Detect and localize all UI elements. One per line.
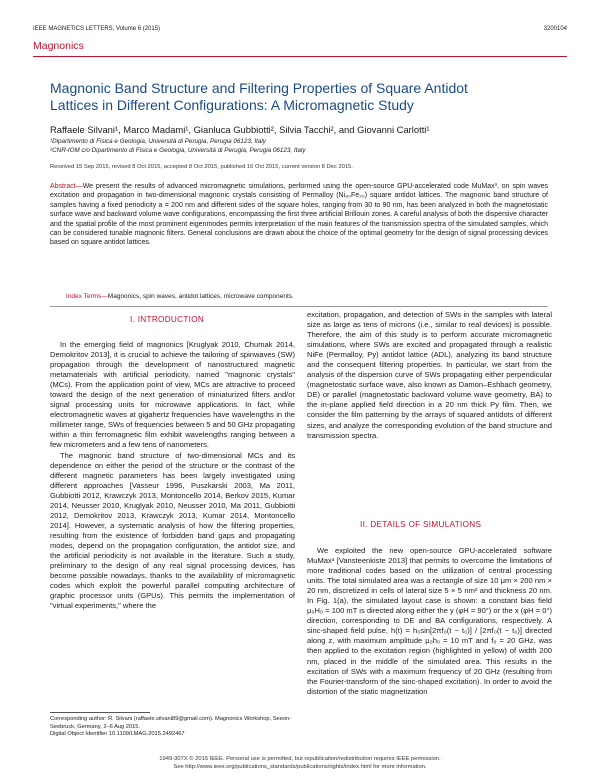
simulations-paragraph-1: We exploited the new open-source GPU-accelerated software MuMax³ [Vansteenkiste 2013] that permits to overcome the limitations of more traditional codes based on the utilization of central processing units. The total simulated area was a rectangle of size 10 μm × 200 nm × 20 nm, discretized in cells of lateral size 5 × 5 nm² and thickness 20 nm. In Fig. 1(a), the simulated layout case is shown: a constant bias field μ₀H₀ = 100 mT is directed along either the y (φH = 90°) or the x (φH = 0°) direction, corresponding to DE and BA configurations, respectively. A sinc-shaped field pulse, h(t) = h₀sin[2πf₀(t − t₀)] / [2πf₀(t − t₀)] directed along z, with maximum amplitude μ₀h₀ = 10 mT and f₀ = 20 GHz, was then applied to the excitation region (highlighted in yellow) of width 200 nm, placed in the middle of the simulated area. This results in the excitation of SWs with a maximum frequency of 20 GHz (resulting from the Fourier-transform of the sinc-shaped excitation). In order to avoid the distortion of the static magnetization — [307, 546, 552, 696]
footer-rights-link[interactable]: See http://www.ieee.org/publications_standards/publications/rights/index.html for more information. — [173, 763, 427, 770]
intro-paragraph-1: In the emerging field of magnonics [Kruglyak 2010, Chumak 2014, Demokritov 2013], it is crucial to achieve the tailoring of spinwaves (SW) propagation through the development of nanostructured magnetic metamaterials with artificial periodicity, named "magnonic crystals" (MCs). From the application point of view, MCs are attractive to proceed toward the design of the next generation of miniaturized filters and/or signal processing units for microwave applications. In fact, while electromagnetic waves at gigahertz frequencies have wavelengths in the millimeter range, SWs of frequencies between 5 and 50 GHz propagating within a thin ferromagnetic film exhibit wavelengths ranging between a few micrometers and a few tens of nanometers. — [50, 340, 295, 450]
intro-paragraph-3: excitation, propagation, and detection of SWs in the samples with lateral size as large as tens of microns (i.e., similar to real devices) is possible. Therefore, the aim of this study is to perform accurate micromagnetic simulations, where SWs are excited and propagated through a realistic NiFe (Permalloy, Py) antidot lattice (ADL), analyzing its band structure and the consequent filtering properties. In particular, we start from the analysis of the dispersion curve of SWs propagating either perpendicular (magnetostatic surface wave, also known as Damon–Eshbach geometry, DE) or parallel (magnetostatic backward volume wave geometry, BA) to the in-plane applied field direction in a 20 nm thick Py film. Then, we consider the film patterning by the arrays of squared antidots of different sizes, and analyze the corresponding evolution of the band structure and transmission spectra. — [307, 310, 552, 440]
received-dates: Received 15 Sep 2015, revised 8 Oct 2015, accepted 8 Oct 2015, published 16 Oct 2015, current version 8 Dec 2015. — [50, 164, 353, 170]
author-list: Raffaele Silvani¹, Marco Madami¹, Gianluca Gubbiotti², Silvia Tacchi², and Giovanni Carlotti¹ — [50, 124, 430, 135]
section-heading-simulations: II. DETAILS OF SIMULATIONS — [360, 520, 482, 529]
footnote — [50, 716, 295, 739]
header-rule — [33, 56, 567, 57]
index-terms-text: Magnonics, spin waves, antidot lattices, microwave components. — [107, 293, 294, 300]
affiliation-2: ²CNR-IOM c/o Dipartimento di Fisica e Geologia, Università di Perugia, Perugia 06123, Italy — [50, 147, 306, 154]
index-terms-label: Index Terms— — [66, 293, 108, 300]
copyright-footer — [0, 756, 600, 771]
footnote-corresponding: Corresponding author: R. Silvani (raffaele.silvani89@gmail.com). Magnonics Workshop, Seeon-Seebruck, Germany, 2–6 Aug 2015. — [50, 716, 292, 730]
right-column-bottom — [307, 546, 552, 697]
footer-copyright: 1949-307X © 2015 IEEE. Personal use is permitted, but republication/redistribution requires IEEE permission. — [159, 756, 441, 762]
affiliation-1: ¹Dipartimento di Fisica e Geologia, Università di Perugia, Perugia 06123, Italy — [50, 138, 266, 145]
running-header-journal: IEEE MAGNETICS LETTERS, Volume 6 (2015) — [33, 26, 161, 32]
left-column — [50, 340, 295, 611]
running-header-article-number: 3200104 — [543, 26, 567, 32]
footnote-doi: Digital Object Identifier 10.1109/LMAG.2015.2492467 — [50, 731, 185, 737]
paper-title: Magnonic Band Structure and Filtering Properties of Square Antidot Lattices in Different Configurations: A Micromagnetic Study — [50, 80, 468, 113]
abstract — [50, 182, 548, 248]
abstract-label: Abstract— — [50, 183, 83, 190]
abstract-text: We present the results of advanced micromagnetic simulations, performed using the open-source GPU-accelerated code MuMax³, on spin waves excitation and propagation in two-dimensional magnonic crystals consisting of Permalloy (Ni₈₀Fe₂₀) square antidot lattices. The magnonic band structure of samples having a fixed periodicity a = 200 nm and different sides of the square holes, ranging from 30 to 90 nm, has been analyzed in both the magnetostatic surface wave and backward volume wave configurations, encompassing the first three artificial Brillouin zones. A careful analysis of both the dispersive character and the spatial profile of the most prominent eigenmodes permits interpretation of the main features of the transmission spectra of the simulated samples, which can be considered tunable magnonic filters. General conclusions are drawn about the choice of the optimal geometry for the design of signal processing devices based on square antidot lattices. — [50, 183, 548, 247]
section-label: Magnonics — [33, 40, 84, 52]
intro-paragraph-2: The magnonic band structure of two-dimensional MCs and its dependence on either the period of the structure or the contrast of the different magnetic parameters has been largely investigated using different approaches [Vasseur 1996, Puszkarski 2003, Ma 2011, Gubbiotti 2012, Krawczyk 2013, Montoncello 2014, Berkov 2015, Kumar 2014, Neusser 2010, Kruglyak 2010, Neusser 2010, Ma 2011, Gubbiotti 2012, Demokritov 2013, Krawczyk 2013, Kumar 2014, Montoncello 2014]. However, a systematic analysis of how the filtering properties, resulting from the existence of forbidden band gaps and propagating modes, depend on the propagation configuration, the antidot size, and the artificial periodicity is not available in the literature. Such a study, preliminary to the design of any real signal processing devices, has become possible nowadays, thanks to the availability of micromagnetic codes which exploit the powerful parallel computing architecture of graphic processor units (GPUs). This permits the implementation of "virtual experiments," where the — [50, 450, 295, 611]
index-terms — [66, 293, 294, 300]
footnote-rule — [50, 712, 150, 713]
right-column-top — [307, 310, 552, 441]
section-heading-introduction: I. INTRODUCTION — [130, 315, 205, 324]
abstract-separator — [50, 306, 548, 307]
